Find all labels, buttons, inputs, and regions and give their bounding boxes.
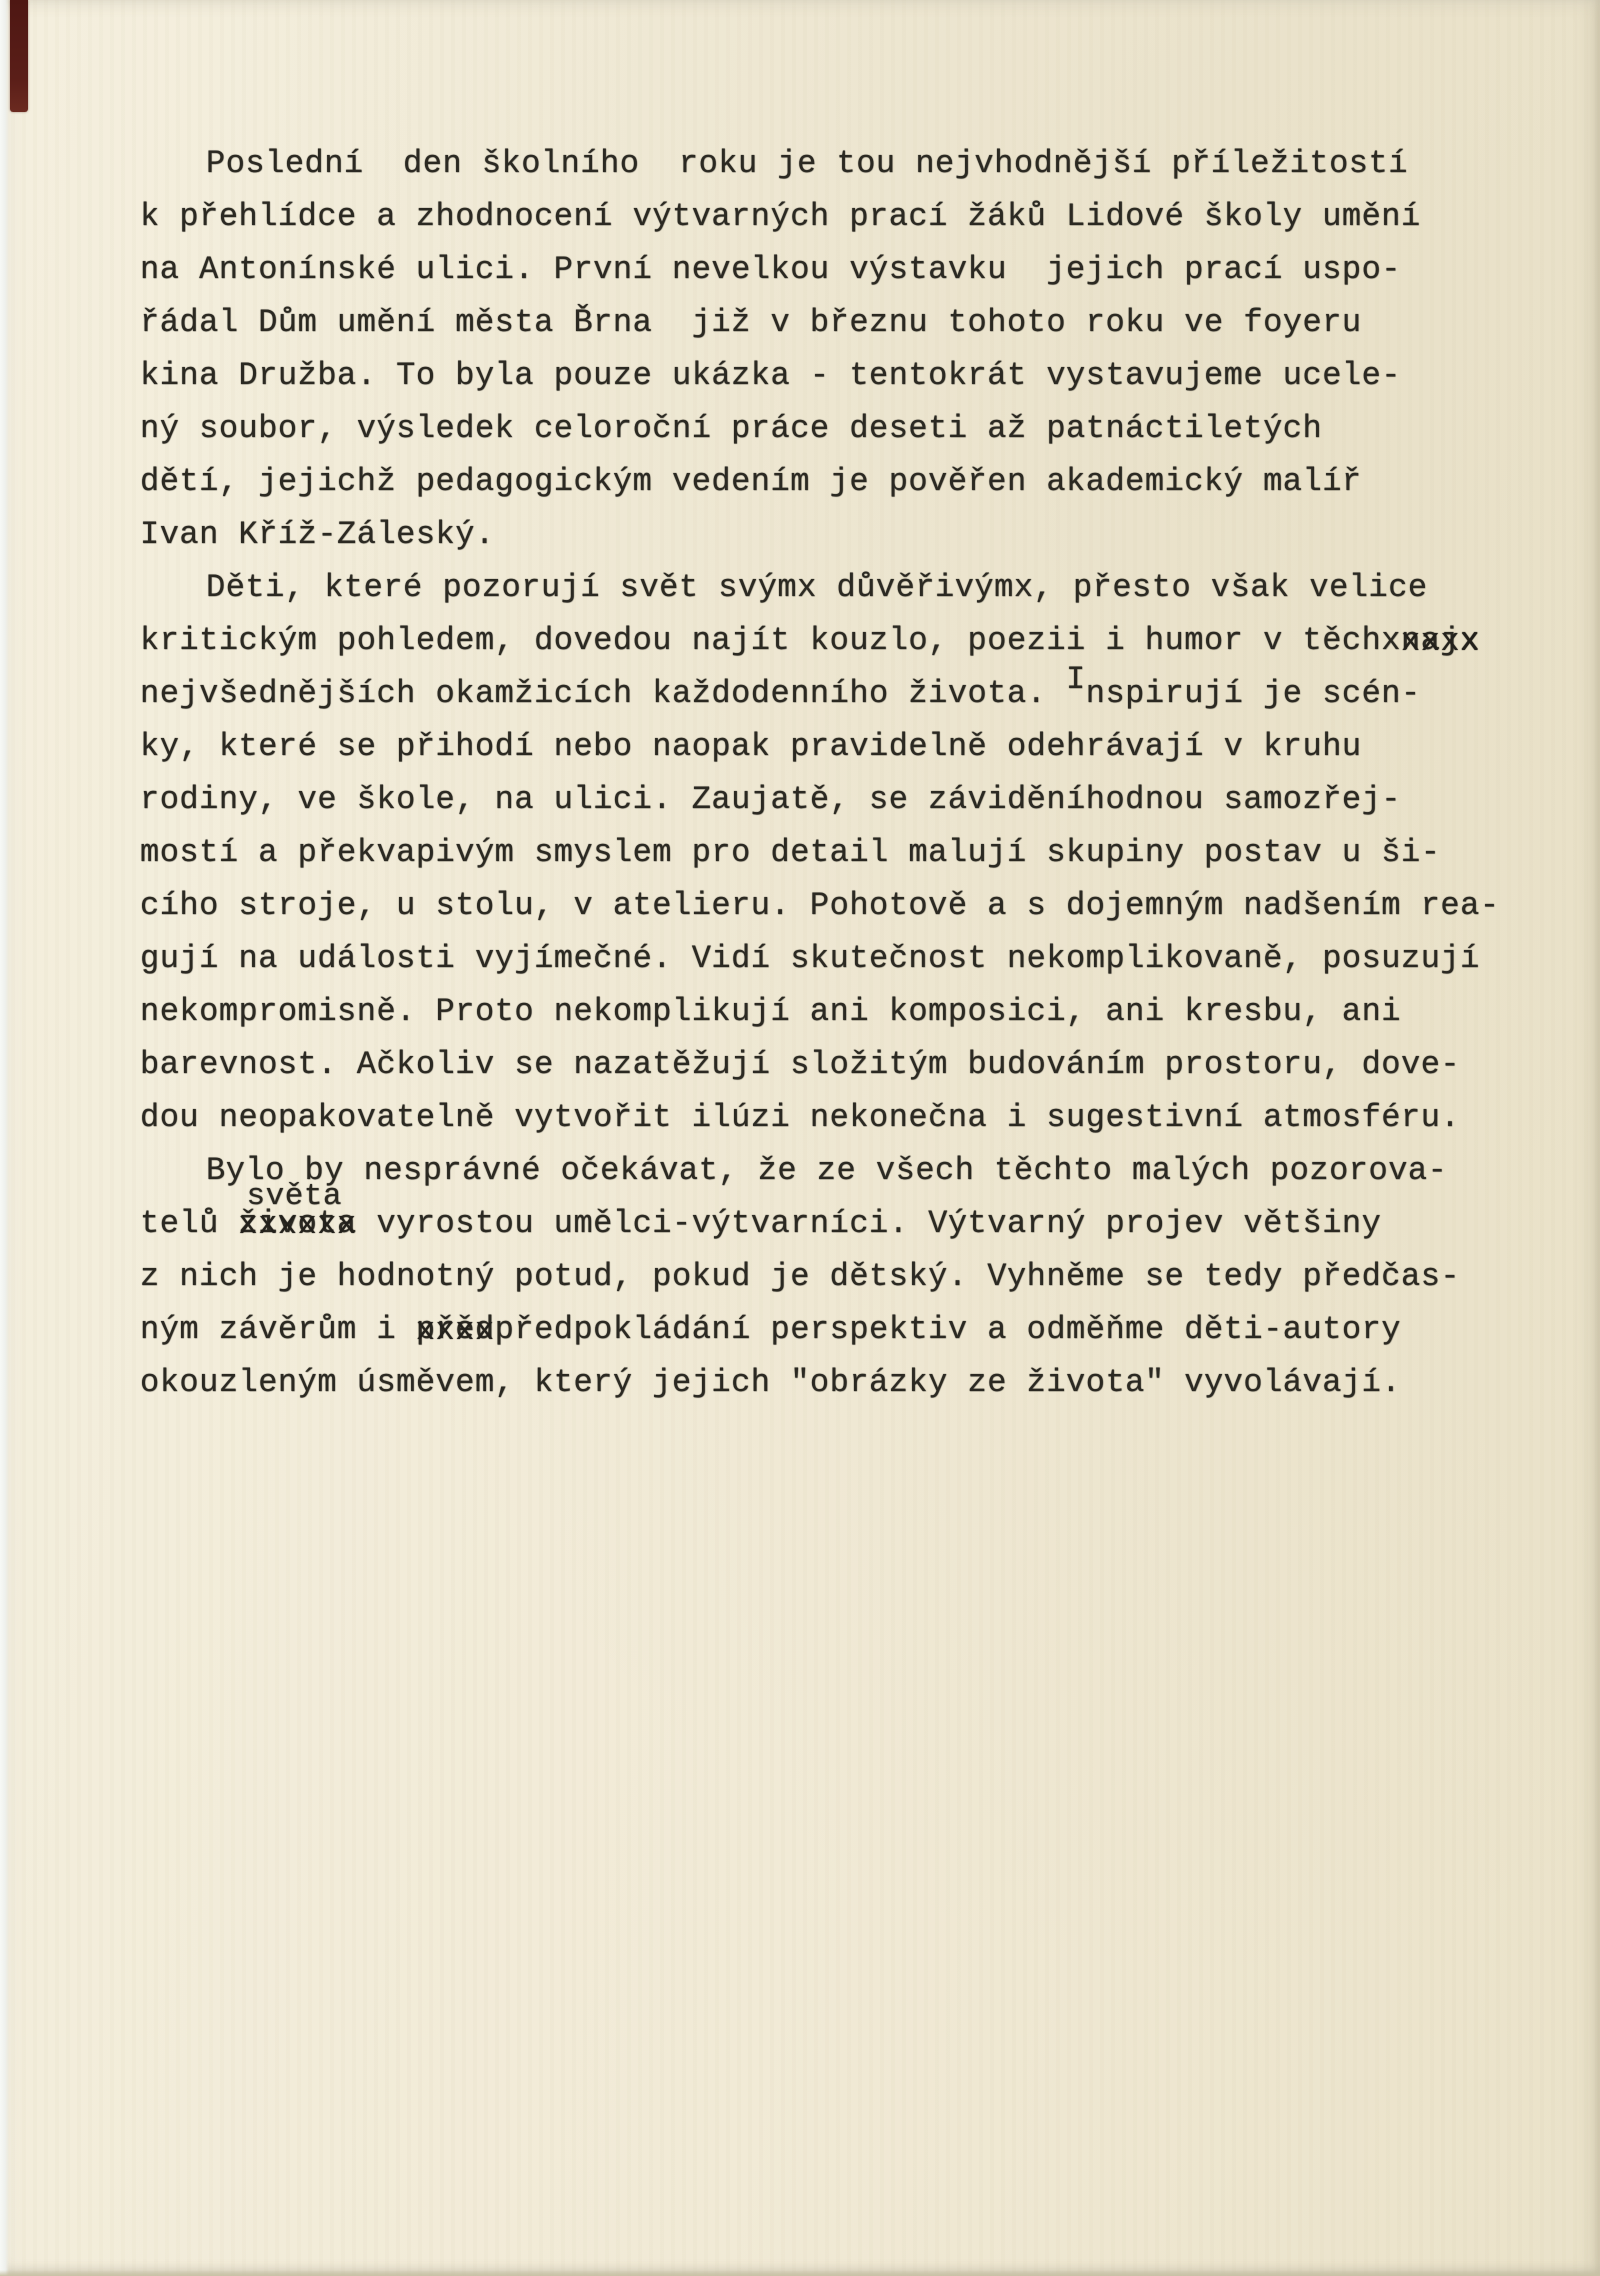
paragraph-2 — [140, 561, 1520, 1144]
text-line — [140, 773, 1520, 826]
scanner-edge — [0, 0, 9, 2276]
text-line — [140, 661, 1520, 720]
document-text — [140, 137, 1520, 1409]
text-segment: Ivan Kříž-Záleský. — [140, 516, 495, 553]
text-line — [140, 826, 1520, 879]
struck-out-text: najx xxxx — [1401, 614, 1480, 667]
text-segment: dětí, jejichž pedagogickým vedením je pověřen akademický malíř — [140, 463, 1362, 500]
text-line — [140, 1091, 1520, 1144]
text-segment: nekompromisně. Proto nekomplikují ani komposici, ani kresbu, ani — [140, 993, 1401, 1030]
text-segment: předpokládání perspektiv a odměňme děti-autory — [494, 1311, 1401, 1348]
text-line — [140, 932, 1520, 985]
text-line — [140, 614, 1520, 667]
text-line — [140, 1250, 1520, 1303]
text-segment: kritickým pohledem, dovedou najít kouzlo, poezii i humor v těchx — [140, 622, 1401, 659]
text-line — [140, 349, 1520, 402]
text-segment: gují na události vyjímečné. Vidí skutečnost nekomplikovaně, posuzují — [140, 940, 1480, 977]
text-line — [140, 879, 1520, 932]
text-segment: z nich je hodnotný potud, pokud je dětský. Vyhněme se tedy předčas- — [140, 1258, 1461, 1295]
text-segment: vyrostou umělci-výtvarníci. Výtvarný projev většiny — [356, 1205, 1382, 1242]
text-segment: cího stroje, u stolu, v atelieru. Pohotově a s dojemným nadšením rea- — [140, 887, 1500, 924]
text-line — [140, 720, 1520, 773]
red-mark — [10, 0, 28, 112]
text-line — [140, 1179, 1520, 1250]
text-segment: kina Družba. To byla pouze ukázka - tentokrát vystavujeme ucele- — [140, 357, 1401, 394]
struck-out-text: přěd xxxx — [416, 1303, 495, 1356]
text-line — [140, 243, 1520, 296]
text-line — [140, 508, 1520, 561]
paragraph-3 — [140, 1144, 1520, 1409]
text-line — [140, 985, 1520, 1038]
text-line — [140, 402, 1520, 455]
text-segment: telů — [140, 1205, 239, 1242]
text-segment: ným závěrům i — [140, 1311, 416, 1348]
struck-out-text: života světa xxxxxx — [239, 1197, 357, 1250]
text-line — [140, 190, 1520, 243]
typed-correction-above: světa — [246, 1179, 343, 1214]
text-line — [140, 137, 1520, 190]
text-segment: dou neopakovatelně vytvořit ilúzi nekonečna i sugestivní atmosféru. — [140, 1099, 1461, 1136]
text-line — [140, 455, 1520, 508]
text-segment: ky, které se přihodí nebo naopak pravidelně odehrávají v kruhu — [140, 728, 1362, 765]
text-line — [140, 296, 1520, 349]
text-segment: řádal Dům umění města B̌rna již v březnu tohoto roku ve foyeru — [140, 304, 1362, 341]
text-segment: Poslední den školního roku je tou nejvhodnější příležitostí — [206, 145, 1408, 182]
text-segment: okouzleným úsměvem, který jejich "obrázky ze života" vyvolávají. — [140, 1364, 1401, 1401]
text-line — [140, 1038, 1520, 1091]
text-segment: na Antonínské ulici. První nevelkou výstavku jejich prací uspo- — [140, 251, 1401, 288]
text-segment: mostí a překvapivým smyslem pro detail malují skupiny postav u ši- — [140, 834, 1441, 871]
text-segment: nspirují je scén- — [1085, 675, 1421, 712]
text-segment: ný soubor, výsledek celoroční práce deseti až patnáctiletých — [140, 410, 1323, 447]
text-line — [140, 561, 1520, 614]
text-line — [140, 1303, 1520, 1356]
text-segment: Bylo by nesprávné očekávat, že ze všech těchto malých pozorova- — [206, 1152, 1448, 1189]
raised-character: I — [1066, 661, 1086, 698]
text-line — [140, 1144, 1520, 1197]
paragraph-1 — [140, 137, 1520, 561]
page-bottom-edge — [0, 2270, 1600, 2276]
text-segment: k přehlídce a zhodnocení výtvarných prací žáků Lidové školy umění — [140, 198, 1421, 235]
text-line — [140, 1356, 1520, 1409]
text-segment: rodiny, ve škole, na ulici. Zaujatě, se záviděníhodnou samozřej- — [140, 781, 1401, 818]
text-segment: barevnost. Ačkoliv se nazatěžují složitým budováním prostoru, dove- — [140, 1046, 1461, 1083]
text-segment: nejvšednějších okamžicích každodenního života. — [140, 675, 1067, 712]
text-segment: Děti, které pozorují svět svýmx důvěřivýmx, přesto však velice — [206, 569, 1428, 606]
